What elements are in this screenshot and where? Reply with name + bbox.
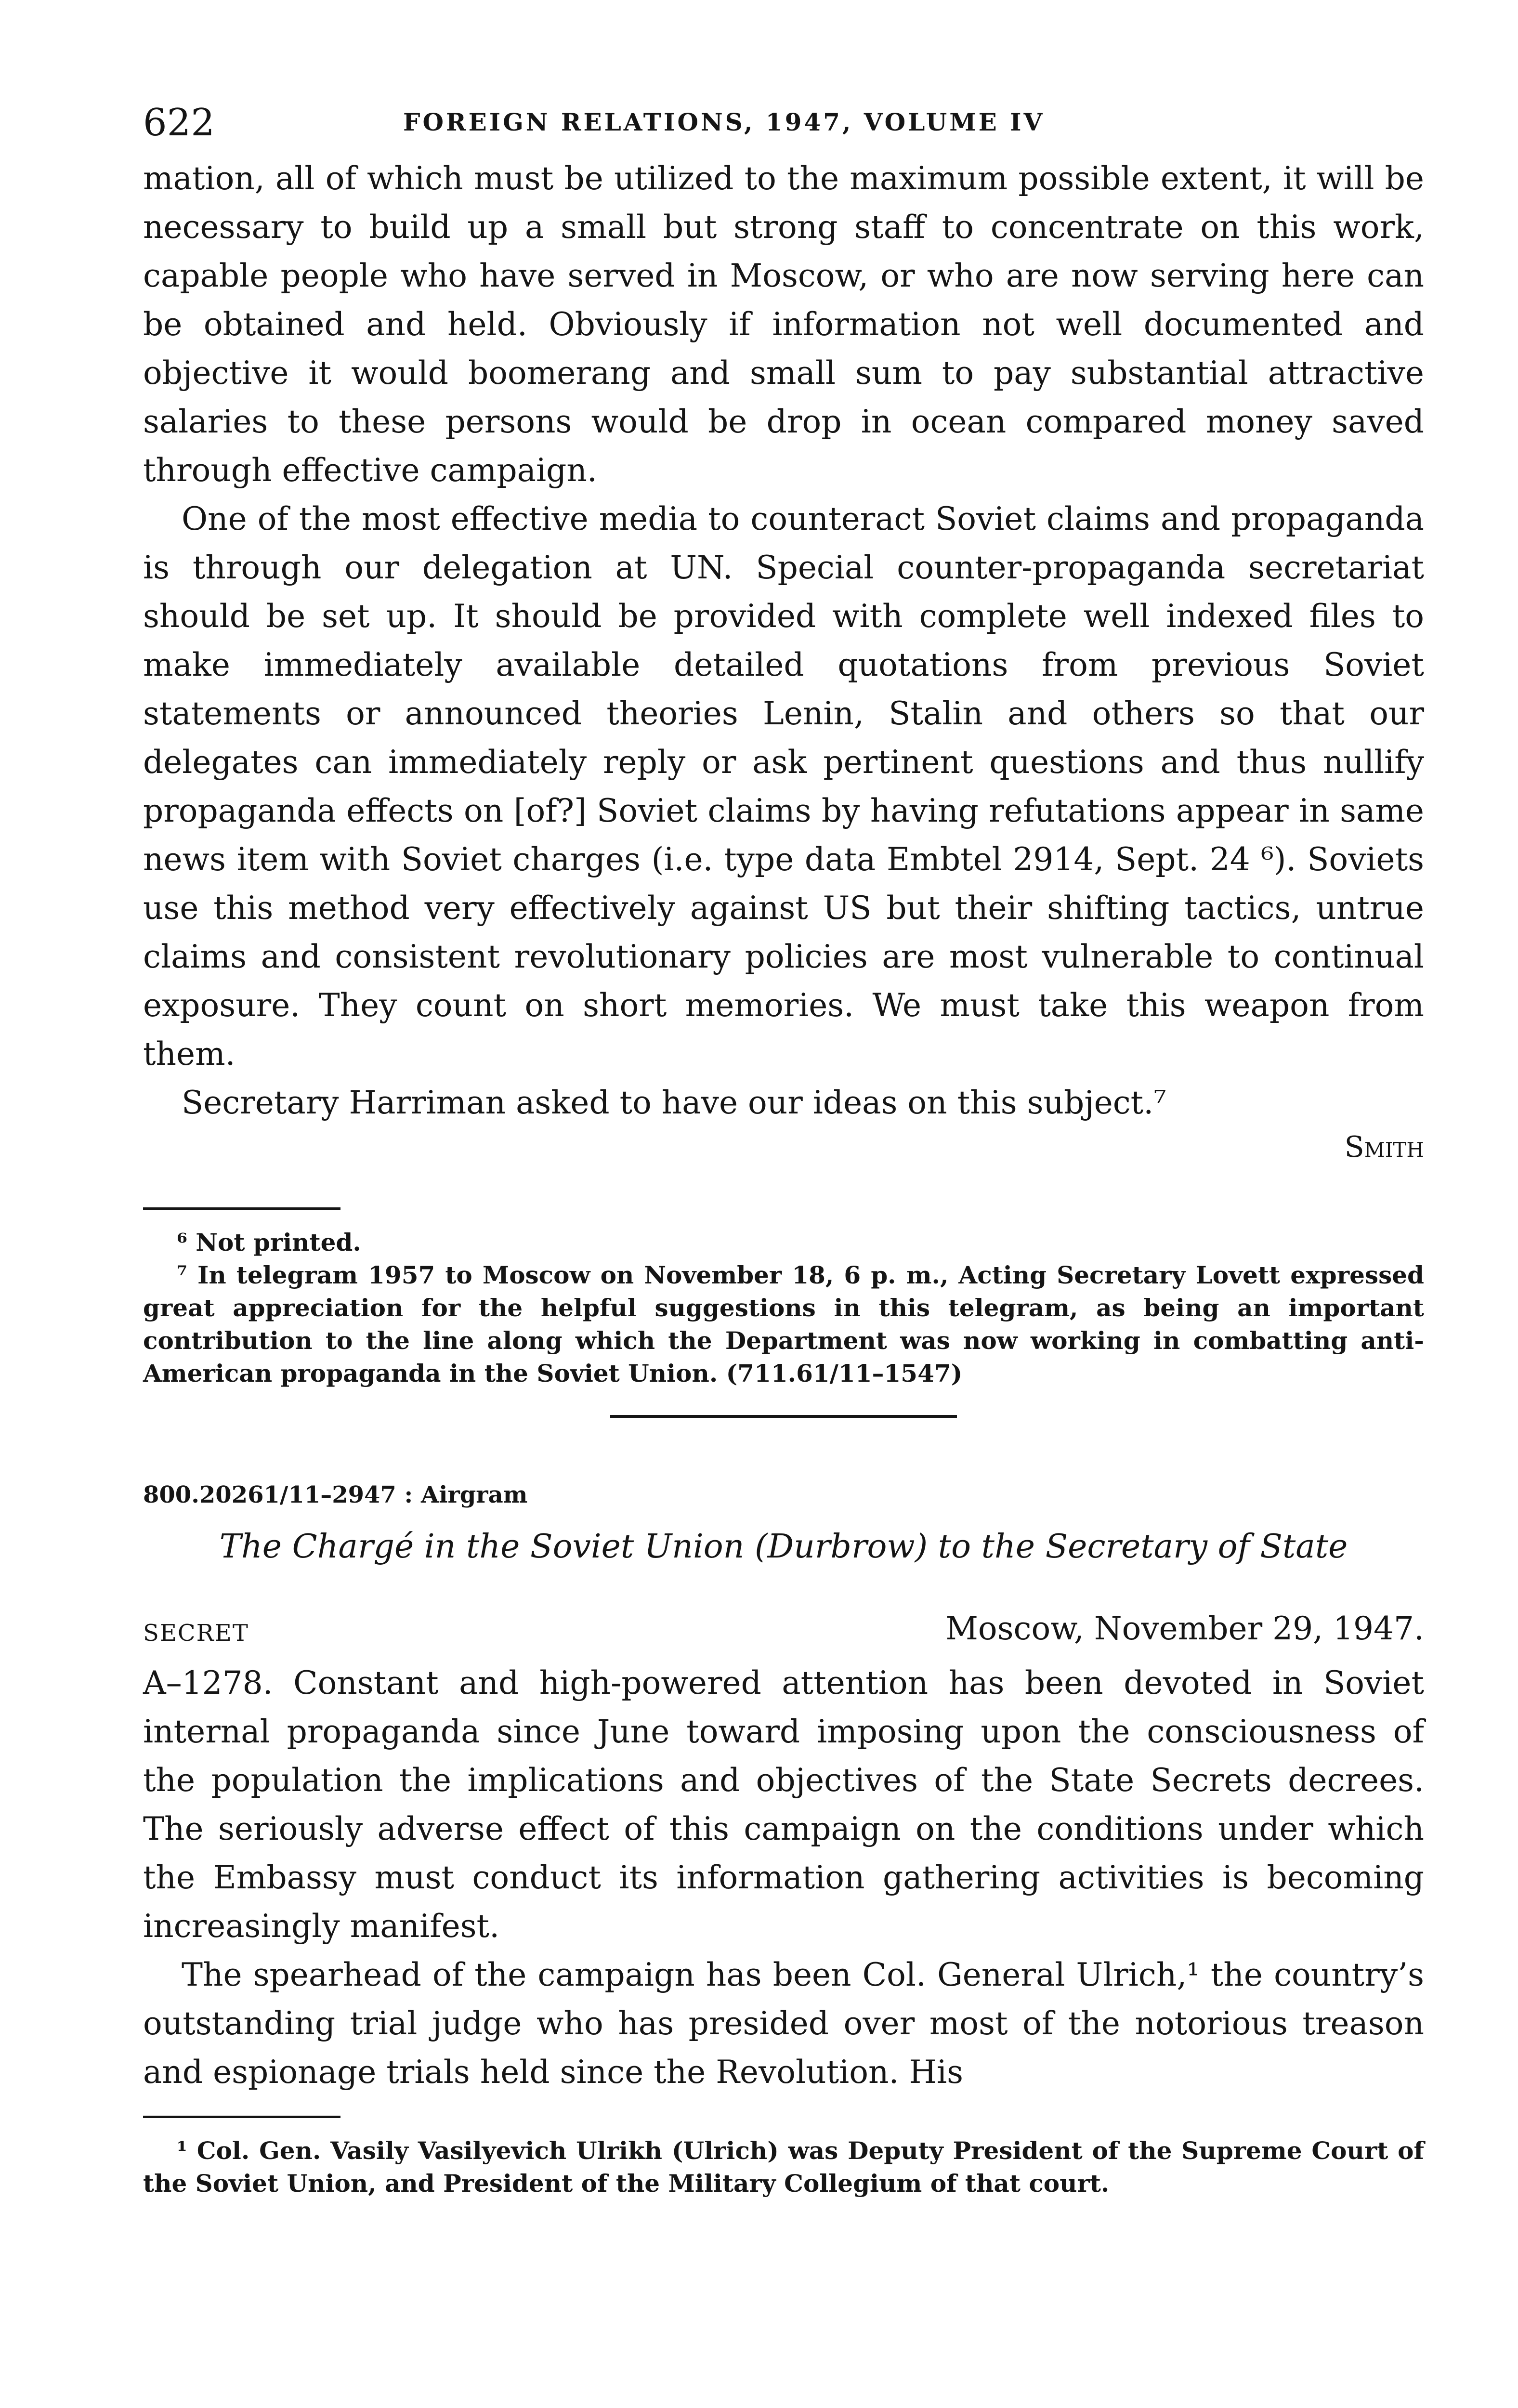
body-paragraph: One of the most effective media to counteract Soviet claims and propaganda is through our delegation at UN. Special counter-propaganda secretariat should be set up. It should be provided with complete well indexed files to make immediately available detailed quotations from previous Soviet statements or announced theories Lenin, Stalin and others so that our delegates can immediately reply or ask pertinent questions and thus nullify propaganda effects on [of?] Soviet claims by having refutations appear in same news item with Soviet charges (i.e. type data Embtel 2914, Sept. 24 ⁶). Soviets use this method very effectively against US but their shifting tactics, untrue claims and consistent revolutionary policies are most vulnerable to continual exposure. They count on short memories. We must take this weapon from them.: [143, 500, 1424, 1073]
continued-document-body: [143, 154, 1424, 1172]
footnotes: [143, 2134, 1424, 2200]
classification: SECRET: [143, 1620, 249, 1647]
body-paragraph: A–1278. Constant and high-powered attention has been devoted in Soviet internal propaganda since June toward imposing upon the consciousness of the population the implications and objectives of the State Secrets decrees. The seriously adverse effect of this campaign on the conditions under which the Embassy must conduct its information gathering activities is becoming increasingly manifest.: [143, 1664, 1424, 1945]
file-reference: 800.20261/11–2947 : Airgram: [143, 1481, 528, 1508]
footnotes: [143, 1226, 1424, 1390]
document-separator: [610, 1415, 957, 1418]
document-title: The Chargé in the Soviet Union (Durbrow) to the Secretary of State: [219, 1528, 1348, 1566]
footnote: ⁶ Not printed.: [177, 1228, 361, 1256]
page-number: 622: [143, 101, 215, 144]
dateline: Moscow, November 29, 1947.: [945, 1610, 1424, 1647]
footnote-rule: [143, 1207, 340, 1210]
running-header: [143, 101, 1424, 154]
footnote: ¹ Col. Gen. Vasily Vasilyevich Ulrikh (Ulrich) was Deputy President of the Supreme Court of the Soviet Union, and President of the Military Collegium of that court.: [143, 2136, 1424, 2198]
body-paragraph: mation, all of which must be utilized to the maximum possible extent, it will be necessary to build up a small but strong staff to concentrate on this work, capable people who have served in Moscow, or who are now serving here can be obtained and held. Obviously if information not well documented and objective it would boomerang and small sum to pay substantial attractive salaries to these persons would be drop in ocean compared money saved through effective campaign.: [143, 160, 1424, 489]
footnote: ⁷ In telegram 1957 to Moscow on November 18, 6 p. m., Acting Secretary Lovett expressed great appreciation for the helpful suggestions in this telegram, as being an important contribution to the line along which the Department was now working in combatting anti-American propaganda in the Soviet Union. (711.61/11–1547): [143, 1261, 1424, 1387]
new-document-body: [143, 1659, 1424, 2096]
book-page: [143, 101, 1424, 2200]
body-paragraph: The spearhead of the campaign has been Col. General Ulrich,¹ the country’s outstanding trial judge who has presided over most of the notorious treason and espionage trials held since the Revolution. His: [143, 1956, 1424, 2091]
footnote-rule: [143, 2116, 340, 2118]
signature: Smith: [1344, 1130, 1424, 1164]
running-title: FOREIGN RELATIONS, 1947, VOLUME IV: [403, 108, 1045, 136]
body-paragraph: Secretary Harriman asked to have our ideas on this subject.⁷: [182, 1084, 1166, 1121]
classification-line: [143, 1610, 1424, 1659]
